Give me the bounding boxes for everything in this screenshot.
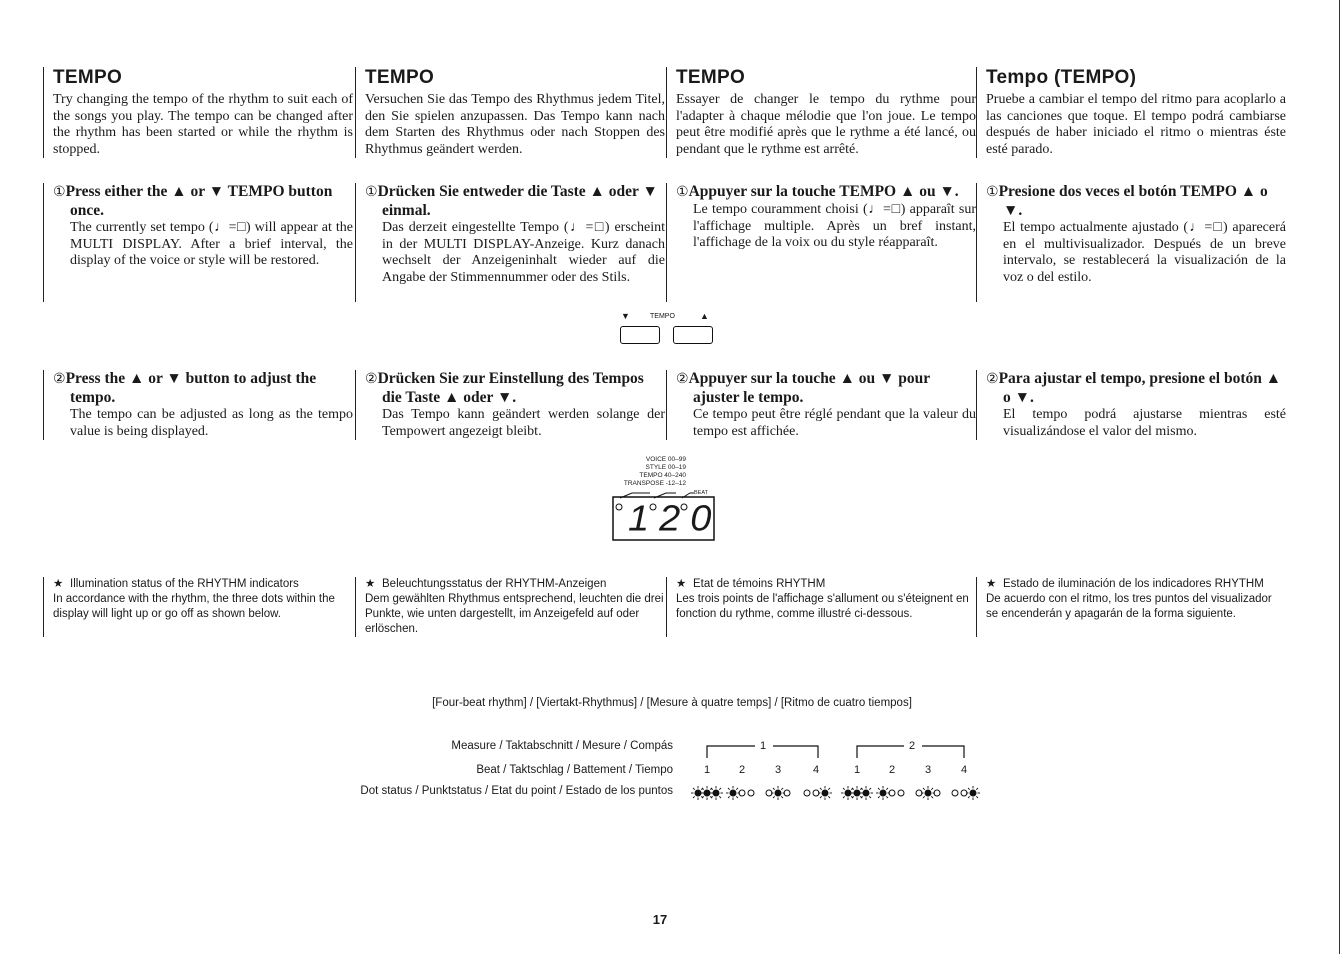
dot-ray (828, 796, 830, 798)
step2-title: ②Press the ▲ or ▼ button to adjust the tempo. (53, 370, 317, 406)
column-german (355, 67, 665, 158)
dot-lit (713, 790, 719, 796)
step-number-2: ② (676, 372, 689, 387)
dot-status-group (910, 781, 946, 803)
dot-ray (719, 788, 721, 790)
dot-ray (828, 788, 830, 790)
measure-number-1: 1 (760, 740, 767, 752)
step2-body: Das Tempo kann geändert werden solange der Tempowert angezeigt bleibt. (382, 407, 665, 439)
dot-off (898, 790, 904, 796)
dot-lit (775, 790, 781, 796)
tempo-down-key (620, 326, 660, 344)
measure-number-2: 2 (909, 740, 916, 752)
note-body: Dem gewählten Rhythmus entsprechend, leuchten die drei Punkte, wie unten dargestellt, im Anzeigefeld auf oder erlöschen. (365, 593, 664, 635)
dot-ray (968, 788, 970, 790)
dot-ray (968, 796, 970, 798)
display-value: 120 (628, 499, 722, 539)
step2-body: Ce tempo peut être réglé pendant que la valeur du tempo est affichée. (693, 407, 976, 439)
column-english-step2 (43, 370, 353, 440)
multi-display-illustration (612, 456, 722, 542)
dot-status-group (874, 781, 910, 803)
beat-number: 1 (703, 764, 711, 776)
dot-lit (863, 790, 869, 796)
dot-lit (822, 790, 828, 796)
dot-ray (976, 796, 978, 798)
column-english-note (43, 577, 353, 637)
beat-number: 1 (853, 764, 861, 776)
dot-ray (843, 796, 845, 798)
range-transpose: TRANSPOSE -12–12 (623, 480, 686, 487)
dot-ray (702, 788, 704, 790)
column-german-step2 (355, 370, 665, 440)
column-spanish (976, 67, 1286, 158)
step2-body: The tempo can be adjusted as long as the tempo value is being displayed. (70, 407, 353, 439)
dot-ray (728, 788, 730, 790)
step-number-2: ② (986, 372, 999, 387)
dot-ray (843, 788, 845, 790)
dot-ray (886, 796, 888, 798)
dot-status-group (689, 781, 725, 803)
dot-lit (730, 790, 736, 796)
step-number-1: ① (53, 185, 66, 200)
dot-ray (923, 788, 925, 790)
step-number-2: ② (365, 372, 378, 387)
step-number-1: ① (365, 185, 378, 200)
step1-body: El tempo actualmente ajustado (♩=□) aparecerá en el multivisualizador. Después de un breve intervalo, se restablecerá la visualización de la voz o del estilo. (1003, 220, 1286, 285)
dot-status-group (760, 781, 796, 803)
step1-title: ①Appuyer sur la touche TEMPO ▲ ou ▼. (676, 183, 959, 200)
dot-ray (728, 796, 730, 798)
beat-number: 3 (774, 764, 782, 776)
intro-text: Essayer de changer le tempo du rythme pour l'adapter à chaque mélodie que l'on joue. Le tempo peut être modifié après que le rythme a été lancé, ou pendant que le rythme est arrêté. (676, 92, 976, 157)
measure-label: Measure / Taktabschnitt / Mesure / Compás (451, 740, 673, 752)
column-french (666, 67, 976, 158)
range-tempo: TEMPO 40–240 (639, 472, 686, 479)
dot-ray (931, 788, 933, 790)
dot-ray (820, 796, 822, 798)
tempo-label: TEMPO (650, 313, 675, 320)
beat-number: 3 (924, 764, 932, 776)
measure-brackets (700, 738, 990, 764)
range-style: STYLE 00–19 (645, 464, 686, 471)
page-edge-rule (1339, 0, 1340, 954)
section-title: TEMPO (676, 67, 746, 88)
arrow-down-icon: ▼ (621, 311, 630, 321)
page-number: 17 (652, 912, 668, 927)
dot-ray (976, 788, 978, 790)
dot-status-group (946, 781, 982, 803)
dot-ray (931, 796, 933, 798)
step1-body: Das derzeit eingestellte Tempo (♩=□) erscheint in der MULTI DISPLAY-Anzeige. Kurz danach wechselt der Anzeigeninhalt wieder auf die Angabe der Stimmennummer oder des Stils. (382, 220, 665, 285)
step-number-1: ① (676, 185, 689, 200)
dot-ray (702, 796, 704, 798)
intro-text: Pruebe a cambiar el tempo del ritmo para acoplarlo a las canciones que toque. El tempo podrá cambiarse después de haber iniciado el ritmo o mientras éste esté parado. (986, 92, 1286, 157)
beat-number: 2 (888, 764, 896, 776)
dot-off (748, 790, 754, 796)
beat-row-label: Beat / Taktschlag / Battement / Tiempo (476, 764, 673, 776)
note-body: De acuerdo con el ritmo, los tres puntos del visualizador se encenderán y apagarán de la forma siguiente. (986, 593, 1272, 620)
dot-status-group (798, 781, 834, 803)
dot-off (804, 790, 810, 796)
dot-lit (970, 790, 976, 796)
section-title: TEMPO (53, 67, 123, 88)
step2-title: ②Para ajustar el tempo, presione el botón ▲ o ▼. (986, 370, 1282, 406)
star-icon: ★ (986, 578, 997, 590)
dot-status-group (839, 781, 875, 803)
beat-number: 4 (960, 764, 968, 776)
step2-title: ②Drücken Sie zur Einstellung des Tempos die Taste ▲ oder ▼. (365, 370, 644, 406)
dot-ray (781, 788, 783, 790)
dot-ray (736, 796, 738, 798)
dot-ray (869, 788, 871, 790)
step2-title: ②Appuyer sur la touche ▲ ou ▼ pour ajuster le tempo. (676, 370, 930, 406)
dot-status-label: Dot status / Punktstatus / Etat du point / Estado de los puntos (360, 785, 673, 797)
dot-ray (852, 788, 854, 790)
intro-text: Versuchen Sie das Tempo des Rhythmus jedem Titel, den Sie spielen anzupassen. Das Tempo kann nach dem Starten des Rhythmus oder nach Stoppen des Rhythmus geändert werden. (365, 92, 665, 157)
dot-ray (781, 796, 783, 798)
star-icon: ★ (365, 578, 376, 590)
dot-ray (711, 788, 713, 790)
dot-ray (719, 796, 721, 798)
step-number-2: ② (53, 372, 66, 387)
step1-title: ①Press either the ▲ or ▼ TEMPO button once. (53, 183, 333, 219)
dot-lit (925, 790, 931, 796)
step1-title: ①Presione dos veces el botón TEMPO ▲ o ▼. (986, 183, 1268, 219)
dot-ray (773, 788, 775, 790)
dot-ray (820, 788, 822, 790)
beat-number: 2 (738, 764, 746, 776)
beat-number: 4 (812, 764, 820, 776)
star-icon: ★ (53, 578, 64, 590)
dot-ray (861, 796, 863, 798)
column-german-step1 (355, 183, 665, 302)
column-english-step1 (43, 183, 353, 302)
dot-status-group (724, 781, 760, 803)
column-spanish-step1 (976, 183, 1286, 302)
dot-ray (923, 796, 925, 798)
dot-ray (693, 788, 695, 790)
dot-ray (861, 788, 863, 790)
beat-label: BEAT (694, 490, 708, 496)
display-ranges (624, 456, 686, 488)
note-body: In accordance with the rhythm, the three dots within the display will light up or go off as shown below. (53, 593, 335, 620)
column-french-step2 (666, 370, 976, 440)
dot-off (952, 790, 958, 796)
section-title: Tempo (TEMPO) (986, 67, 1137, 88)
four-beat-heading: [Four-beat rhythm] / [Viertakt-Rhythmus] / [Mesure à quatre temps] / [Ritmo de cuatro tiempos] (432, 697, 912, 709)
dot-ray (878, 788, 880, 790)
note-title: ★ Beleuchtungsstatus der RHYTHM-Anzeigen (365, 578, 607, 590)
tempo-up-key (673, 326, 713, 344)
dot-ray (886, 788, 888, 790)
dot-ray (773, 796, 775, 798)
dot-ray (736, 788, 738, 790)
column-french-note (666, 577, 976, 637)
note-title: ★ Illumination status of the RHYTHM indicators (53, 578, 299, 590)
note-title: ★ Estado de iluminación de los indicadores RHYTHM (986, 578, 1264, 590)
beat-dot-1 (616, 504, 622, 510)
column-french-step1 (666, 183, 976, 302)
section-title: TEMPO (365, 67, 435, 88)
intro-text: Try changing the tempo of the rhythm to suit each of the songs you play. The tempo can be changed after the rhythm has been started or while the rhythm is stopped. (53, 92, 353, 157)
step1-title: ①Drücken Sie entweder die Taste ▲ oder ▼ einmal. (365, 183, 658, 219)
star-icon: ★ (676, 578, 687, 590)
dot-ray (878, 796, 880, 798)
range-voice: VOICE 00–99 (645, 456, 686, 463)
column-spanish-note (976, 577, 1286, 637)
dot-ray (693, 796, 695, 798)
dot-lit (880, 790, 886, 796)
step1-body: Le tempo couramment choisi (♩=□) apparaît sur l'affichage multiple. Après un bref instant, l'affichage de la voix ou du style réapparaît. (693, 202, 976, 250)
dot-ray (852, 796, 854, 798)
note-title: ★ Etat de témoins RHYTHM (676, 578, 826, 590)
arrow-up-icon: ▲ (700, 311, 709, 321)
column-german-note (355, 577, 665, 637)
column-english (43, 67, 353, 158)
step-number-1: ① (986, 185, 999, 200)
dot-ray (869, 796, 871, 798)
note-body: Les trois points de l'affichage s'allument ou s'éteignent en fonction du rythme, comme illustré ci-dessous. (676, 593, 969, 620)
dot-ray (711, 796, 713, 798)
step2-body: El tempo podrá ajustarse mientras esté visualizándose el valor del mismo. (1003, 407, 1286, 439)
step1-body: The currently set tempo (♩=□) will appear at the MULTI DISPLAY. After a brief interval, the display of the voice or style will be restored. (70, 220, 353, 268)
tempo-buttons-illustration (618, 312, 714, 346)
column-spanish-step2 (976, 370, 1286, 440)
